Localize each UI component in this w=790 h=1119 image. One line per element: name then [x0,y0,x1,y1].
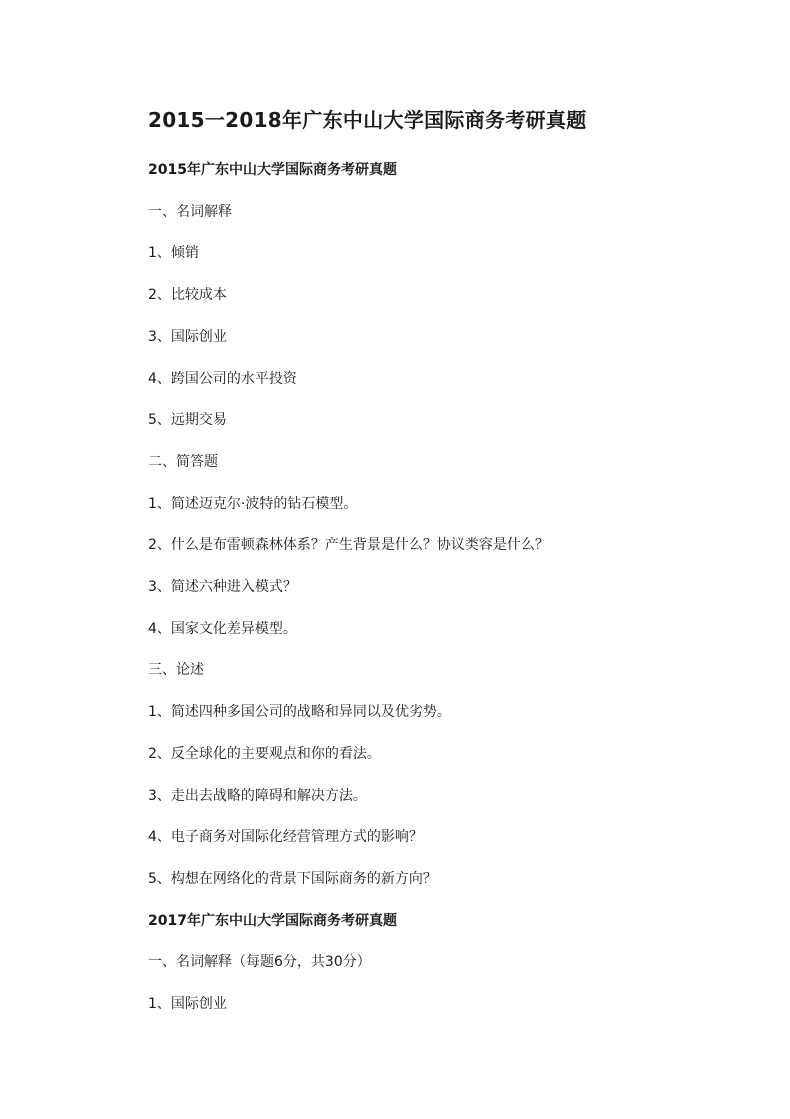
text-line: 1、简述四种多国公司的战略和异同以及优劣势。 [148,704,451,720]
text-line: 5、远期交易 [148,412,227,428]
text-line: 2、什么是布雷顿森林体系？产生背景是什么？协议类容是什么？ [148,537,549,553]
section-heading: 2017年广东中山大学国际商务考研真题 [148,913,397,929]
text-line: 4、跨国公司的水平投资 [148,371,297,387]
text-line: 3、简述六种进入模式？ [148,579,297,595]
section-heading: 2015年广东中山大学国际商务考研真题 [148,162,397,178]
text-line: 一、名词解释 [148,204,232,220]
text-line: 三、论述 [148,662,204,678]
text-line: 1、简述迈克尔·波特的钻石模型。 [148,496,358,512]
text-line: 4、国家文化差异模型。 [148,621,297,637]
text-line: 2、反全球化的主要观点和你的看法。 [148,746,381,762]
text-line: 一、名词解释（每题6分，共30分） [148,954,371,970]
text-line: 4、电子商务对国际化经营管理方式的影响？ [148,829,423,845]
text-line: 2、比较成本 [148,287,227,303]
text-line: 1、国际创业 [148,996,227,1012]
text-line: 1、倾销 [148,245,199,261]
document-title: 2015一2018年广东中山大学国际商务考研真题 [148,108,587,132]
text-line: 3、走出去战略的障碍和解决方法。 [148,788,367,804]
text-line: 二、简答题 [148,454,218,470]
text-line: 3、国际创业 [148,329,227,345]
text-line: 5、构想在网络化的背景下国际商务的新方向？ [148,871,437,887]
